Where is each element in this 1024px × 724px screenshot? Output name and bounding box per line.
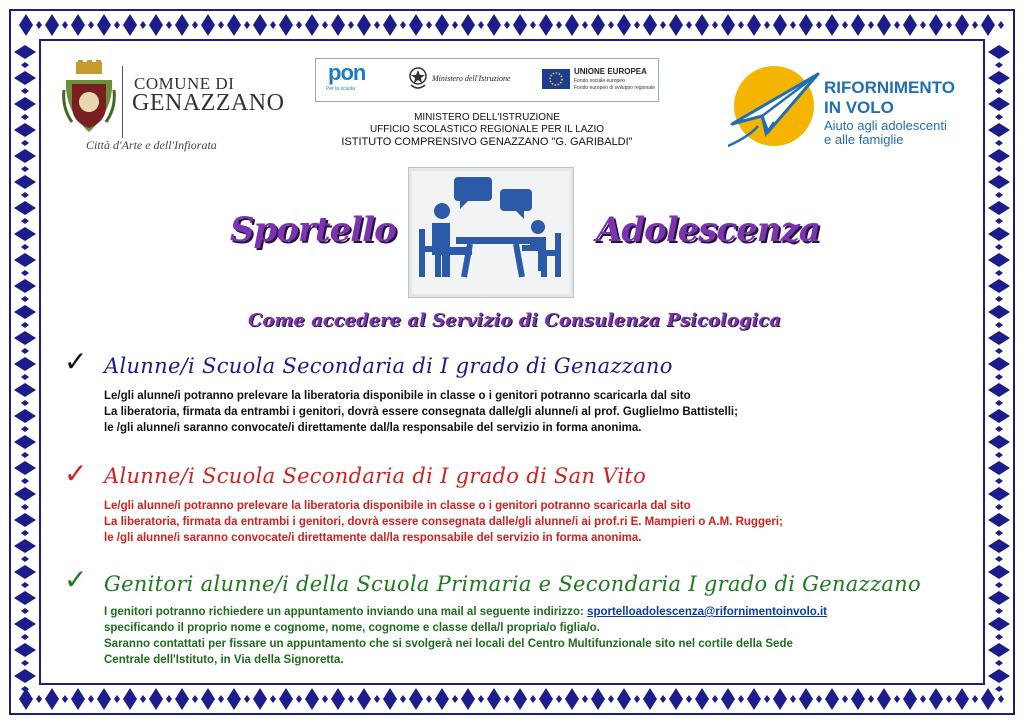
- ministry-heading: [315, 112, 659, 148]
- section-title-genitori: Genitori alunne/i della Scuola Primaria e Secondaria I grado di Genazzano: [104, 572, 921, 596]
- body-line: La liberatoria, firmata da entrambi i genitori, dovrà essere consegnata dalle/gli alunne/i ai prof.ri E. Mampieri o A.M. Ruggeri;: [104, 516, 783, 528]
- body-line: [104, 604, 827, 620]
- body-line-prefix: I genitori potranno richiedere un appuntamento inviando una mail al seguente indirizzo:: [104, 606, 588, 618]
- subtitle: Come accedere al Servizio di Consulenza Psicologica: [248, 310, 781, 331]
- pon-banner: [315, 58, 659, 102]
- section-title-sanvito: Alunne/i Scuola Secondaria di I grado di San Vito: [104, 464, 647, 488]
- body-line: Saranno contattati per fissare un appuntamento che si svolgerà nei locali del Centro Multifunzionale sito nel cortile della Sede: [104, 638, 793, 650]
- pon-sub: Per la scuola: [326, 86, 355, 92]
- pon-logo: pon: [328, 60, 366, 85]
- check-icon: ✓: [64, 345, 88, 378]
- eu-title: UNIONE EUROPEA: [574, 67, 647, 76]
- rifornimento-title: RIFORNIMENTO: [824, 78, 955, 97]
- paper-plane-icon: [728, 62, 824, 152]
- ministry-line: MINISTERO DELL'ISTRUZIONE: [414, 112, 560, 123]
- eu-flag-icon: [542, 69, 570, 89]
- counseling-pictogram-icon: [408, 167, 574, 298]
- ministry-line: UFFICIO SCOLASTICO REGIONALE PER IL LAZIO: [369, 124, 605, 135]
- section-body-genazzano: [104, 388, 738, 436]
- check-icon: ✓: [64, 457, 88, 490]
- body-line: Le/gli alunne/i potranno prelevare la liberatoria disponibile in classe o i genitori potranno scaricarla dal sito: [104, 390, 691, 402]
- divider: [122, 66, 123, 138]
- republic-emblem-icon: [408, 65, 428, 91]
- body-line: La liberatoria, firmata da entrambi i genitori, dovrà essere consegnata dalle/gli alunne/i al prof. Guglielmo Battistelli;: [104, 406, 738, 418]
- email-link[interactable]: sportelloadolescenza@rifornimentoinvolo.it: [587, 606, 828, 618]
- rifornimento-title-2: IN VOLO: [824, 98, 894, 117]
- crest-icon: [62, 60, 116, 138]
- section-title-genazzano: Alunne/i Scuola Secondaria di I grado di Genazzano: [104, 354, 673, 378]
- rifornimento-tagline: Aiuto agli adolescenti: [824, 118, 947, 133]
- school-name: ISTITUTO COMPRENSIVO GENAZZANO "G. GARIBALDI": [341, 136, 633, 148]
- body-line: le /gli alunne/i saranno convocate/i direttamente dal/la responsabile del servizio in forma anonima.: [104, 532, 642, 544]
- eu-subtitle: [574, 78, 655, 92]
- comune-name: GENAZZANO: [132, 90, 285, 116]
- eu-sub-line: Fondo europeo di sviluppo regionale: [574, 85, 655, 91]
- comune-motto: Città d'Arte e dell'Infiorata: [86, 138, 217, 152]
- eu-sub-line: Fondo sociale europeo: [574, 78, 625, 84]
- comune-logo: [62, 60, 285, 160]
- body-line: Le/gli alunne/i potranno prelevare la liberatoria disponibile in classe o i genitori potranno scaricarla dal sito: [104, 500, 691, 512]
- title-sportello: Sportello: [230, 210, 396, 250]
- section-body-genitori: [104, 604, 827, 668]
- comune-label: COMUNE DI: [134, 74, 235, 93]
- ministry-small: Ministero dell'Istruzione: [432, 74, 511, 83]
- body-line: specificando il proprio nome e cognome, nome, cognome e classe della/l propria/o figlia/o.: [104, 622, 600, 634]
- body-line: Centrale dell'Istituto, in Via della Signoretta.: [104, 654, 344, 666]
- title-adolescenza: Adolescenza: [596, 210, 820, 250]
- section-body-sanvito: [104, 498, 783, 546]
- rifornimento-tagline-2: e alle famiglie: [824, 132, 904, 147]
- body-line: le /gli alunne/i saranno convocate/i direttamente dal/la responsabile del servizio in forma anonima.: [104, 422, 642, 434]
- check-icon: ✓: [64, 563, 88, 596]
- rifornimento-logo: [728, 62, 968, 152]
